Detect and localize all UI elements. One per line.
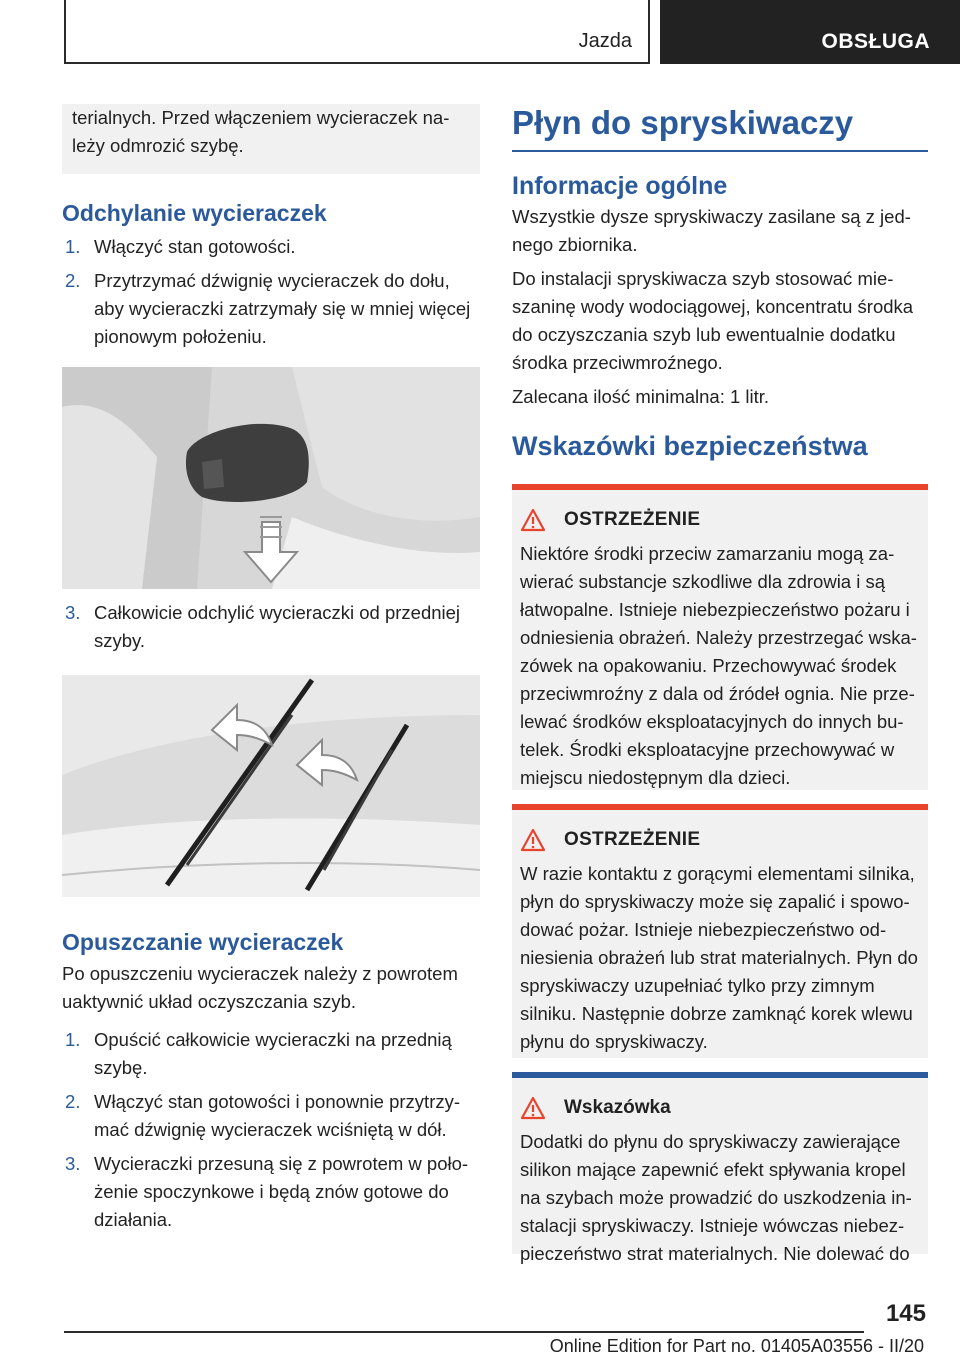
header-chapter-tab [660,0,960,64]
lead-text: terialnych. Przed włączeniem wycieraczek należy odmrozić szybę. [72,107,450,156]
note-box [512,1072,928,1264]
note-title: Wskazówka [564,1097,671,1118]
heading-lower-wipers: Opuszczanie wycieraczek [62,929,344,955]
list-item: 2. Przytrzymać dźwignię wycieraczek do dołu, aby wycieraczki zatrzymały się w mniej więcej pionowym położeniu. [65,270,471,347]
warning-triangle-icon [520,828,546,852]
lower-intro: Po opuszczeniu wycieraczek należy z powrotem uaktywnić układ oczyszczania szyb. [62,963,458,1012]
header-section-tab [64,0,650,64]
lower-steps-list [62,1026,480,1234]
header-chapter-label: OBSŁUGA [821,30,930,53]
warning-title: OSTRZEŻENIE [564,509,701,530]
wiper-lever-image [62,367,480,589]
left-column [62,104,480,1240]
warning-text: W razie kontaktu z gorącymi elementami silnika, płyn do spryskiwaczy może się zapalić i spowodować pożar. Istnieje niebezpieczeństwo odniesienia obrażeń lub strat materialnych. Płyn do spryskiwaczy uzupełniać tylko przy zimnym silniku. Następnie dobrze zamknąć korek wlewu płynu do spryskiwaczy. [520,863,918,1052]
list-item: 3. Wycieraczki przesuną się z powrotem w położenie spoczynkowe i będą znów gotowe do działania. [65,1153,469,1230]
warning-title: OSTRZEŻENIE [564,829,701,850]
heading-underline [512,150,928,152]
heading-safety: Wskazówki bezpieczeństwa [512,431,868,461]
page-number: 145 [885,1300,926,1327]
fold-steps-list-cont [62,599,480,655]
list-item: 1. Opuścić całkowicie wycieraczki na przednią szybę. [65,1029,452,1078]
heading-washer-fluid: Płyn do spryskiwaczy [512,104,854,141]
info-paragraph-3: Zalecana ilość minimalna: 1 litr. [512,386,770,407]
heading-fold-wipers: Odchylanie wycieraczek [62,200,327,226]
info-paragraph-2: Do instalacji spryskiwacza szyb stosować mieszaninę wody wodociągowej, koncentratu środka do oczyszczania szyb lub ewentualnie dodatku środka przeciwmroźnego. [512,268,914,373]
lead-box [62,104,480,174]
warning-triangle-icon [520,1096,546,1120]
warning-box-1 [512,484,928,790]
right-column [512,104,928,1264]
warning-triangle-icon [520,508,546,532]
footer-rule [64,1331,864,1333]
warning-box-2 [512,804,928,1058]
list-item: 3. Całkowicie odchylić wycieraczki od przedniej szyby. [65,602,461,651]
wiper-lever-illustration [62,367,480,589]
warning-text: Niektóre środki przeciw zamarzaniu mogą zawierać substancje szkodliwe dla zdrowia i są łatwopalne. Istnieje niebezpieczeństwo pożaru i odniesienia obrażeń. Należy przestrzegać wskazówek na opakowaniu. Przechowywać środek przeciwmroźny z dala od źródeł ognia. Nie przelewać środków eksploatacyjnych do innych butelek. Środki eksploatacyjne przechowywać w miejscu niedostępnym dla dzieci. [520,543,917,788]
header-section-label: Jazda [578,30,632,52]
footer-edition: Online Edition for Part no. 01405A03556 - II/20 [549,1336,924,1356]
heading-general-info: Informacje ogólne [512,172,728,200]
list-item: 1. Włączyć stan gotowości. [65,236,296,257]
note-text: Dodatki do płynu do spryskiwaczy zawierające silikon mające zapewnić efekt spływania kropel na szybach może prowadzić do uszkodzenia instalacji spryskiwaczy. Istnieje wówczas niebezpieczeństwo strat materialnych. Nie dolewać do [520,1131,912,1264]
windshield-wipers-illustration [62,675,480,897]
windshield-wipers-image [62,675,480,897]
fold-steps-list [62,233,480,351]
info-paragraph-1: Wszystkie dysze spryskiwaczy zasilane są z jednego zbiornika. [512,206,911,255]
list-item: 2. Włączyć stan gotowości i ponownie przytrzymać dźwignię wycieraczek wciśniętą w dół. [65,1091,461,1140]
